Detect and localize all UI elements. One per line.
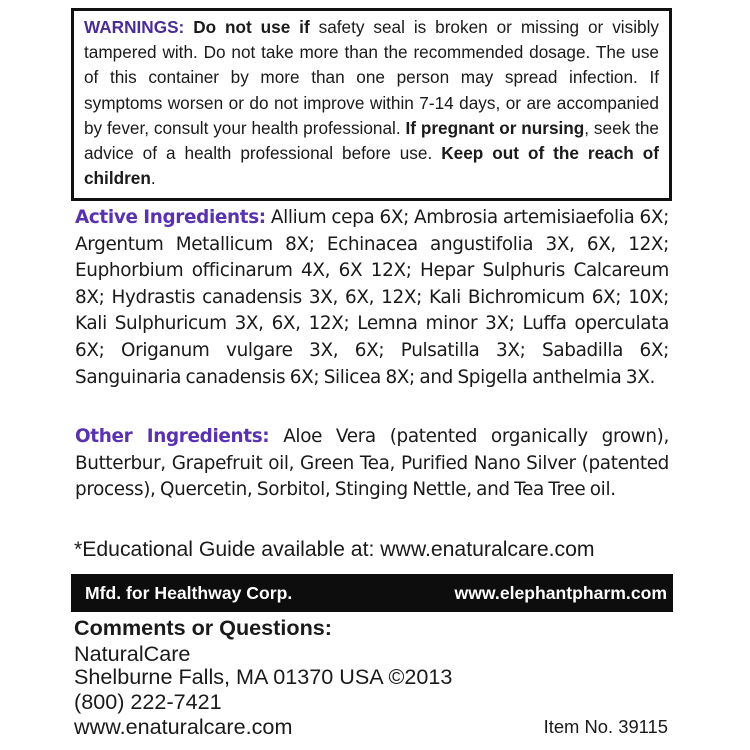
contact-name: NaturalCare [74, 641, 191, 666]
manufacturer-website: www.elephantpharm.com [454, 583, 667, 603]
contact-heading: Comments or Questions: [74, 615, 332, 640]
item-number: Item No. 39115 [543, 716, 668, 737]
warnings-text-3: . [150, 168, 156, 189]
contact-phone: (800) 222-7421 [74, 689, 222, 714]
other-ingredients-label: Other Ingredients: [75, 426, 270, 447]
warnings-keep-out: Keep out of the reach of children [84, 143, 660, 189]
warnings-box [71, 8, 672, 201]
warnings-text-1: safety seal is broken or missing or visibly tampered with. Do not take more than the recommended dosage. The use of this container by more than one person may spread infection. If symptoms worsen or do not improve within 7-14 days, or are accompanied by fever, consult your health professional. [84, 17, 659, 138]
warnings-text-2: , seek the advice of a health professional before use. [84, 117, 659, 164]
manufacturer-label: Mfd. for Healthway Corp. [85, 583, 293, 603]
warnings-pregnant: If pregnant or nursing [405, 117, 585, 138]
other-ingredients [75, 424, 669, 504]
educational-guide-note: *Educational Guide available at: www.enaturalcare.com [74, 538, 595, 561]
active-ingredients-text: Allium cepa 6X; Ambrosia artemisiaefolia 6X; Argentum Metallicum 8X; Echinacea angustifolia 3X, 6X, 12X; Euphorbium officinarum 4X, 6X 12X; Hepar Sulphuris Calcareum 8X; Hydrastis canadensis 3X, 6X, 12X; Kali Bichromicum 6X; 10X; Kali Sulphuricum 3X, 6X, 12X; Lemna minor 3X; Luffa operculata 6X; Origanum vulgare 3X, 6X; Pulsatilla 3X; Sabadilla 6X; Sanguinaria canadensis 6X; Silicea 8X; and Spigella anthelmia 3X. [75, 207, 670, 388]
warnings-label: WARNINGS: [84, 17, 185, 37]
manufacturer-bar [71, 574, 673, 612]
contact-website: www.enaturalcare.com [74, 714, 293, 739]
other-ingredients-text: Aloe Vera (patented organically grown), Butterbur, Grapefruit oil, Green Tea, Purified Nano Silver (patented process), Quercetin, Sorbitol, Stinging Nettle, and Tea Tree oil. [75, 426, 669, 501]
active-ingredients-label: Active Ingredients: [75, 207, 266, 228]
active-ingredients [75, 205, 669, 391]
contact-address: Shelburne Falls, MA 01370 USA ©2013 [74, 664, 453, 689]
warnings-do-not-use: Do not use if [193, 17, 310, 37]
